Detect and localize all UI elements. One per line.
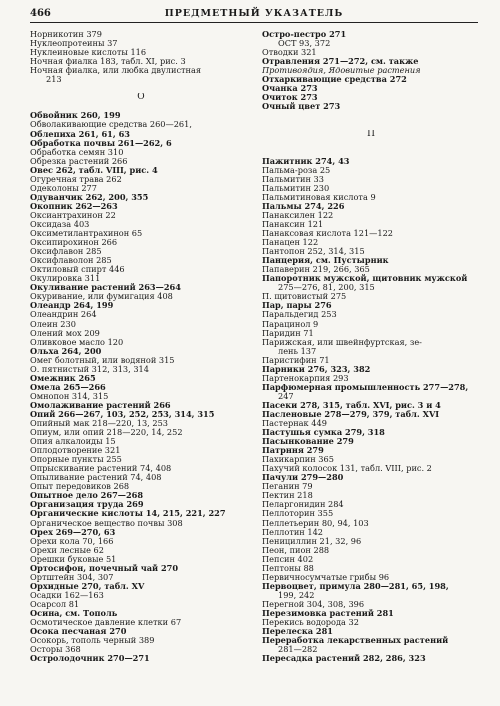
- index-entry: Овес 262, табл. VIII, рис. 4: [30, 165, 158, 175]
- index-entry: Ольха 264, 200: [30, 346, 102, 356]
- index-entry: Пеларгонидин 284: [262, 500, 344, 510]
- section-letter: О: [137, 93, 145, 103]
- index-entry: Пеллотин 142: [262, 527, 323, 537]
- index-entry: Пальмитин 230: [262, 183, 330, 193]
- index-entry: Оливковое масло 120: [30, 337, 124, 347]
- index-entry: Пальмитиновая кислота 9: [262, 192, 376, 202]
- index-entry: Обработка почвы 261—262, 6: [30, 138, 172, 148]
- index-entry: Одуванчик 262, 200, 355: [30, 192, 149, 202]
- index-entry: Олеандр 264, 199: [30, 301, 114, 311]
- section-letter: П: [367, 129, 375, 139]
- index-entry: Осока песчаная 270: [30, 627, 127, 637]
- index-entry: Пажитник 274, 43: [262, 156, 350, 166]
- index-entry: Парфюмерная промышленность 277—278,: [262, 382, 469, 392]
- index-entry: Очный цвет 273: [262, 102, 341, 112]
- index-entry: Оксипирохинон 266: [30, 238, 118, 248]
- index-entry: Окуривание, или фумигация 408: [30, 292, 173, 302]
- index-entry: Одеколоны 277: [30, 183, 97, 193]
- index-entry: Очиток 273: [262, 93, 318, 103]
- index-entry: 213: [46, 75, 62, 85]
- index-entry: 247: [278, 391, 294, 401]
- index-entry: Нуклеиновые кислоты 116: [30, 48, 147, 58]
- index-entry: Омежник 265: [30, 373, 96, 383]
- index-entry: Ночная фиалка, или любка двулистная: [30, 66, 202, 76]
- index-entry: Опрыскивание растений 74, 408: [30, 464, 172, 474]
- index-entry: Осмотическое давление клетки 67: [30, 618, 182, 628]
- page-number: 466: [30, 8, 51, 19]
- index-entry: Осадки 162—163: [30, 590, 104, 600]
- index-entry: Паральдегид 253: [262, 310, 337, 320]
- index-entry: Первоцвет, примула 280—281, 65, 198,: [262, 581, 449, 591]
- index-entry: Опиум, или опий 218—220, 14, 252: [30, 428, 183, 438]
- index-entry: Папоротник мужской, щитовник мужской: [262, 274, 468, 284]
- index-entry: Пересадка растений 282, 286, 323: [262, 654, 426, 664]
- index-entry: Орех 269—270, 63: [30, 527, 116, 537]
- index-entry: Пасынкование 279: [262, 437, 354, 447]
- index-entry: Орехи лесные 62: [30, 545, 104, 555]
- index-entry: Олеин 230: [30, 319, 76, 329]
- index-entry: Перезимовка растений 281: [262, 609, 394, 618]
- index-entry: Пеллоторин 355: [262, 509, 334, 519]
- index-entry: Пепсин 402: [262, 554, 314, 564]
- index-entry: Очанка 273: [262, 84, 318, 94]
- index-entry: Пектин 218: [262, 491, 313, 501]
- index-entry: Опийный мак 218—220, 13, 253: [30, 419, 168, 429]
- index-entry: Пеганин 79: [262, 482, 313, 492]
- index-entry: 199, 242: [278, 590, 315, 600]
- index-entry: Переработка лекарственных растений: [262, 636, 449, 646]
- index-entry: Опия алкалоиды 15: [30, 437, 116, 447]
- index-column-right: [262, 30, 480, 663]
- index-entry: Пасленовые 278—279, 379, табл. XVI: [262, 409, 440, 419]
- index-entry: Пачули 279—280: [262, 473, 344, 483]
- index-entry: Оксиметилантрахинон 65: [30, 229, 143, 239]
- index-entry: Осторы 368: [30, 645, 81, 655]
- index-entry: О. пятнистый 312, 313, 314: [30, 364, 149, 374]
- index-entry: лень 137: [278, 346, 317, 356]
- index-entry: Ортосифон, почечный чай 270: [30, 563, 179, 573]
- index-entry: Панаксовая кислота 121—122: [262, 229, 393, 239]
- index-entry: Обвойник 260, 199: [30, 111, 121, 121]
- index-entry: Пар, пары 276: [262, 301, 332, 311]
- index-entry: Омнопон 314, 315: [30, 391, 109, 401]
- index-entry: Ортштейн 304, 307: [30, 572, 114, 582]
- index-entry: Перегной 304, 308, 396: [262, 599, 365, 609]
- index-entry: Паридин 71: [262, 328, 314, 338]
- index-entry: Опорные пункты 255: [30, 455, 122, 465]
- index-entry: Пеллетьерин 80, 94, 103: [262, 518, 369, 528]
- spacer: [262, 148, 480, 157]
- index-entry: Парижская, или швейнфуртская, зе-: [262, 337, 422, 347]
- index-entry: Пастернак 449: [262, 419, 327, 429]
- index-entry: Олений мох 209: [30, 328, 100, 338]
- index-entry: Обрезка растений 266: [30, 156, 128, 166]
- index-entry: Омег болотный, или водяной 315: [30, 355, 175, 365]
- index-entry: Парацинол 9: [262, 319, 319, 329]
- index-entry: Омела 265—266: [30, 382, 106, 392]
- index-entry: Опий 266—267, 103, 252, 253, 314, 315: [30, 409, 215, 419]
- index-entry: Остро-пестро 271: [262, 30, 347, 39]
- index-entry: Органические кислоты 14, 215, 221, 227: [30, 509, 226, 519]
- index-entry: Облепиха 261, 61, 63: [30, 129, 130, 139]
- index-entry: Партенокарпия 293: [262, 373, 349, 383]
- index-entry: Обработка семян 310: [30, 147, 124, 157]
- spacer: [262, 111, 480, 120]
- index-entry: Патрння 279: [262, 446, 324, 456]
- index-entry: Нуклеопротеины 37: [30, 39, 118, 49]
- index-entry: Отравления 271—272, см. также: [262, 57, 419, 67]
- index-entry: Пахикарпин 365: [262, 455, 334, 465]
- index-entry: Панаксилен 122: [262, 210, 334, 220]
- index-entry: Противоядия, Ядовитые растения: [262, 66, 421, 76]
- index-entry: Пастушья сумка 279, 318: [262, 428, 385, 438]
- index-entry: Пеон, пион 288: [262, 545, 330, 555]
- index-entry: Пасеки 278, 315, табл. XVI, рис. 3 и 4: [262, 400, 441, 410]
- index-entry: Осарсол 81: [30, 599, 80, 609]
- spacer: [30, 102, 252, 111]
- index-entry: Панцерия, см. Пустырник: [262, 256, 389, 266]
- index-entry: Обволакивающие средства 260—261,: [30, 120, 192, 130]
- index-column-left: [30, 30, 252, 663]
- index-entry: 275—276, 81, 200, 315: [278, 283, 375, 293]
- running-title: ПРЕДМЕТНЫЙ УКАЗАТЕЛЬ: [164, 8, 344, 19]
- index-entry: Пальма-роза 25: [262, 165, 331, 175]
- page-header: [30, 8, 478, 23]
- index-entry: Окулировка 311: [30, 274, 101, 284]
- index-entry: Пальмитин 33: [262, 174, 324, 184]
- spacer: [262, 120, 480, 129]
- index-entry: Осокорь, тополь черный 389: [30, 636, 155, 646]
- index-entry: Окопник 262—263: [30, 201, 118, 211]
- index-entry: Парники 276, 323, 382: [262, 364, 371, 374]
- index-entry: Орехи кола 70, 166: [30, 536, 114, 546]
- index-entry: Опыт передовиков 268: [30, 482, 130, 492]
- spacer: [30, 84, 252, 93]
- index-entry: П. щитовистый 275: [262, 292, 347, 302]
- index-entry: Опыливание растений 74, 408: [30, 473, 162, 483]
- index-entry: Перекись водорода 32: [262, 618, 359, 628]
- index-entry: Орхидные 270, табл. XV: [30, 581, 145, 591]
- index-entry: Остролодочник 270—271: [30, 654, 150, 664]
- index-entry: Орешки буковые 51: [30, 554, 117, 564]
- index-entry: Папаверин 219, 266, 365: [262, 265, 370, 275]
- index-entry: Отводки 321: [262, 48, 317, 58]
- index-entry: ОСТ 93, 372: [278, 39, 331, 49]
- index-entry: Перелеска 281: [262, 627, 334, 637]
- index-entry: Органическое вещество почвы 308: [30, 518, 183, 528]
- index-entry: Панаксин 121: [262, 219, 324, 229]
- index-entry: Пахучий колосок 131, табл. VIII, рис. 2: [262, 464, 432, 474]
- index-entry: Пенициллин 21, 32, 96: [262, 536, 362, 546]
- index-entry: Омолаживание растений 266: [30, 400, 171, 410]
- index-entry: Оксифлавон 285: [30, 247, 102, 257]
- spacer: [262, 139, 480, 148]
- index-entry: Норникотин 379: [30, 30, 102, 39]
- index-entry: Паристифин 71: [262, 355, 330, 365]
- index-entry: Октиловый спирт 446: [30, 265, 125, 275]
- index-entry: Организация труда 269: [30, 500, 144, 510]
- index-entry: Панацен 122: [262, 238, 319, 248]
- index-entry: Огуречная трава 262: [30, 174, 122, 184]
- index-entry: Пантопон 252, 314, 315: [262, 247, 365, 257]
- index-entry: Пальмы 274, 226: [262, 201, 345, 211]
- index-entry: Пептоны 88: [262, 563, 314, 573]
- index-entry: Отхаркивающие средства 272: [262, 75, 407, 85]
- index-entry: Оплодотворение 321: [30, 446, 121, 456]
- index-entry: Первичносумчатые грибы 96: [262, 572, 390, 582]
- index-entry: Оксифлаволон 285: [30, 256, 112, 266]
- index-entry: Осина, см. Тополь: [30, 609, 118, 618]
- index-entry: 281—282: [278, 645, 318, 655]
- index-entry: Оксидаза 403: [30, 219, 90, 229]
- index-entry: Опытное дело 267—268: [30, 491, 144, 501]
- index-entry: Олеандрин 264: [30, 310, 97, 320]
- index-entry: Окуливание растений 263—264: [30, 283, 181, 293]
- index-entry: Оксиантрахинон 22: [30, 210, 116, 220]
- index-entry: Ночная фиалка 183, табл. XI, рис. 3: [30, 57, 186, 67]
